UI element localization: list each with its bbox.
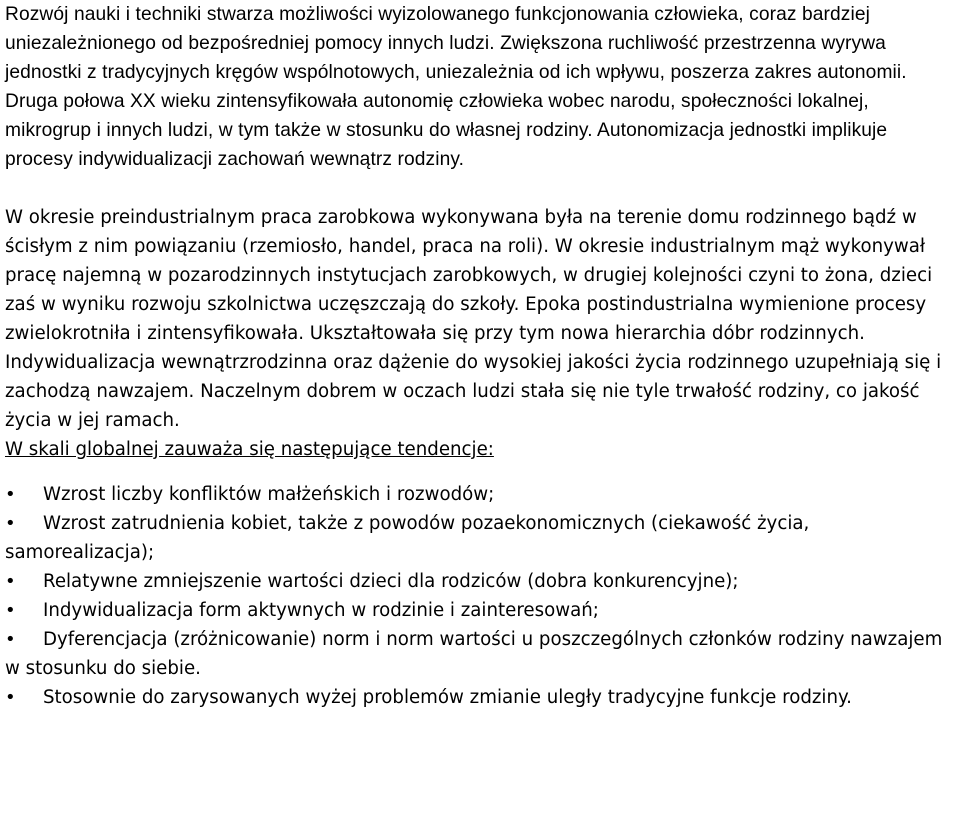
bullet-icon: •: [5, 571, 16, 592]
bullet-icon: •: [5, 629, 16, 650]
body-paragraph-4: Indywidualizacja wewnątrzrodzinna oraz dążenie do wysokiej jakości życia rodzinnego uzupełniają się i zachodzą nawzajem. Naczelnym dobrem w oczach ludzi stała się nie tyle trwałość rodziny, co jakość życia w jej ramach.: [5, 352, 942, 431]
intro-paragraph-2: Druga połowa XX wieku zintensyfikowała autonomię człowieka wobec narodu, społeczności lokalnej, mikrogrup i innych ludzi, w tym także w stosunku do własnej rodziny. Autonomizacja jednostki implikuje procesy indywidualizacji zachowań wewnątrz rodziny.: [5, 91, 888, 170]
list-item-text: Wzrost zatrudnienia kobiet, także z powodów pozaekonomicznych (ciekawość życia, samorealizacja);: [5, 513, 810, 563]
intro-paragraph-1: Rozwój nauki i techniki stwarza możliwości wyizolowanego funkcjonowania człowieka, coraz bardziej uniezależnionego od bezpośredniej pomocy innych ludzi. Zwiększona ruchliwość przestrzenna wyrywa jednostki z tradycyjnych kręgów wspólnotowych, uniezależnia od ich wpływu, poszerza zakres autonomii.: [5, 4, 907, 83]
list-item: [5, 625, 957, 683]
list-item: [5, 567, 957, 596]
list-item: [5, 480, 957, 509]
list-item: [5, 509, 957, 567]
list-item-text: Indywidualizacja form aktywnych w rodzinie i zainteresowań;: [43, 600, 599, 621]
list-item: [5, 596, 957, 625]
list-item: [5, 683, 957, 712]
tendencies-list: [5, 480, 957, 712]
bullet-icon: •: [5, 484, 16, 505]
bullet-icon: •: [5, 513, 16, 534]
list-item-text: Stosownie do zarysowanych wyżej problemów zmianie uległy tradycyjne funkcje rodziny.: [43, 687, 852, 708]
tendencies-heading: W skali globalnej zauważa się następujące tendencje:: [5, 439, 494, 460]
bullet-icon: •: [5, 687, 16, 708]
bullet-icon: •: [5, 600, 16, 621]
list-item-text: Relatywne zmniejszenie wartości dzieci dla rodziców (dobra konkurencyjne);: [43, 571, 739, 592]
list-item-text: Wzrost liczby konfliktów małżeńskich i rozwodów;: [43, 484, 495, 505]
list-item-text: Dyferencjacja (zróżnicowanie) norm i norm wartości u poszczególnych członków rodziny nawzajem w stosunku do siebie.: [5, 629, 943, 679]
body-paragraph-3: W okresie preindustrialnym praca zarobkowa wykonywana była na terenie domu rodzinnego bądź w ścisłym z nim powiązaniu (rzemiosło, handel, praca na roli). W okresie industrialnym mąż wykonywał pracę najemną w pozarodzinnych instytucjach zarobkowych, w drugiej kolejności czyni to żona, dzieci zaś w wyniku rozwoju szkolnictwa uczęszczają do szkoły. Epoka postindustrialna wymienione procesy zwielokrotniła i zintensyfikowała. Ukształtowała się przy tym nowa hierarchia dóbr rodzinnych.: [5, 207, 933, 344]
document-page: [5, 0, 957, 712]
